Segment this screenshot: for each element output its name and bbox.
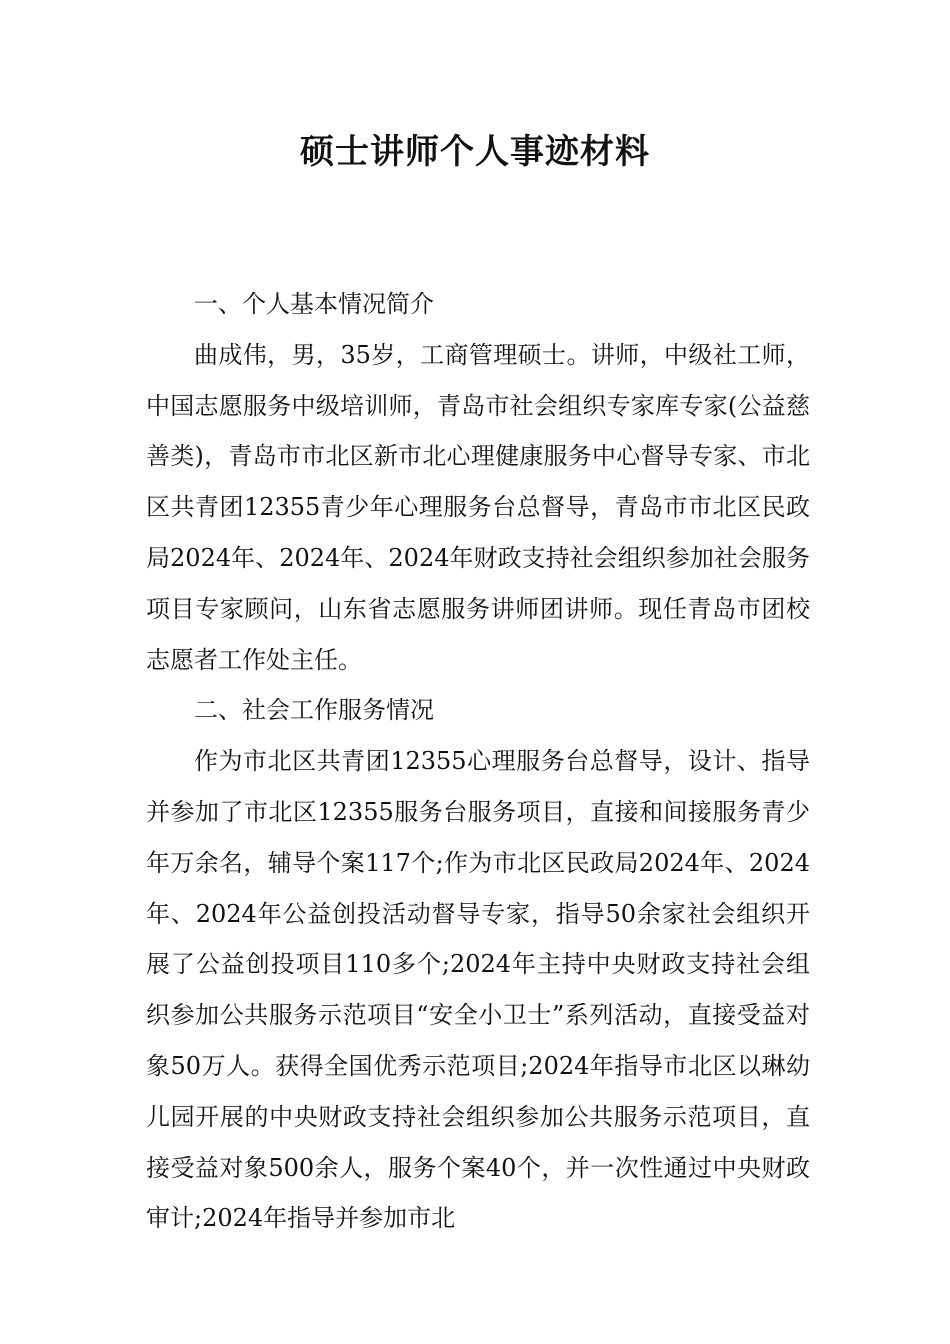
- paragraph-social-work: 作为市北区共青团12355心理服务台总督导，设计、指导并参加了市北区12355服务台服务项目，直接和间接服务青少年万余名，辅导个案117个;作为市北区民政局2024年、2024年、2024年公益创投活动督导专家，指导50余家社会组织开展了公益创投项目110多个;2024年主持中央财政支持社会组织参加公共服务示范项目“安全小卫士”系列活动，直接受益对象50万人。获得全国优秀示范项目;2024年指导市北区以琳幼儿园开展的中央财政支持社会组织参加公共服务示范项目，直接受益对象500余人，服务个案40个，并一次性通过中央财政审计;2024年指导并参加市北: [146, 747, 810, 1233]
- section-heading-basic-info: 一、个人基本情况简介: [194, 290, 434, 318]
- paragraph-basic-info: 曲成伟，男，35岁，工商管理硕士。讲师，中级社工师，中国志愿服务中级培训师，青岛市社会组织专家库专家(公益慈善类)，青岛市市北区新市北心理健康服务中心督导专家、市北区共青团12355青少年心理服务台总督导，青岛市市北区民政局2024年、2024年、2024年财政支持社会组织参加社会服务项目专家顾问，山东省志愿服务讲师团讲师。现任青岛市团校志愿者工作处主任。: [146, 340, 810, 674]
- document-body: [146, 279, 810, 1244]
- document-title: 硕士讲师个人事迹材料: [300, 132, 650, 172]
- section-heading-social-work: 二、社会工作服务情况: [194, 696, 434, 725]
